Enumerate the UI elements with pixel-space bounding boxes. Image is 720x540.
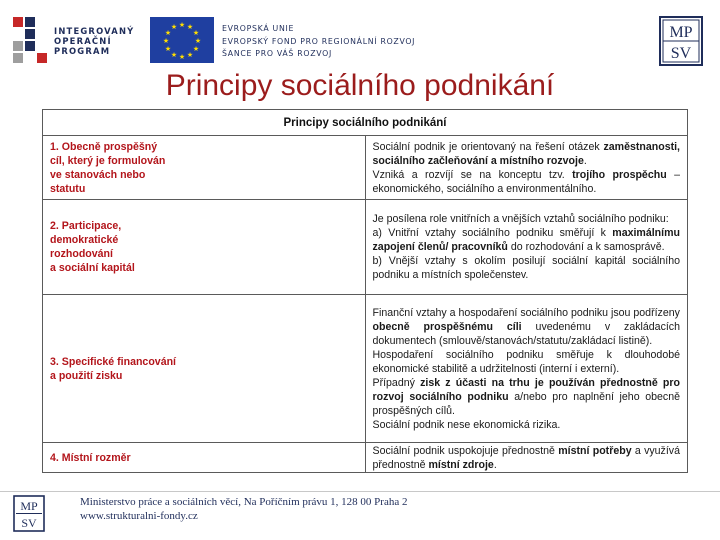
svg-text:★: ★ (178, 53, 186, 61)
row-content: Finanční vztahy a hospodaření sociálního podniku jsou podřízeny obecně prospěšnému cíli uvedenému v zakládacích dokumentech (smlouvě/stanovách/statutu/zakládací listině). Hospodaření sociálního podniku směřuje k dlouhodobé ekonomické stabilitě a udržitelnosti (interní i externí). Případný zisk z účasti na trhu je používán přednostně pro rozvoj sociálního podniku a/nebo pro naplnění jeho obecně prospěšných cílů. Sociální podnik nese ekonomická rizika. (365, 295, 688, 443)
footer-text (80, 495, 407, 523)
table-header-row (43, 110, 688, 136)
row-label: 3. Specifické financování a použití zisku (43, 295, 366, 443)
svg-text:SV: SV (21, 516, 37, 530)
table-header: Principy sociálního podnikání (43, 110, 688, 136)
svg-text:★: ★ (170, 23, 178, 31)
footer-link[interactable]: www.strukturalni-fondy.cz (80, 510, 198, 522)
row-label: 2. Participace, demokratické rozhodování a sociální kapitál (43, 200, 366, 295)
svg-text:★: ★ (164, 29, 172, 37)
iop-line-2: OPERAČNÍ (54, 36, 112, 46)
iop-logo (12, 15, 137, 69)
svg-text:SV: SV (670, 45, 692, 62)
row-label: 1. Obecně prospěšný cíl, který je formulován ve stanovách nebo statutu (43, 136, 366, 200)
row-content: Sociální podnik je orientovaný na řešení otázek zaměstnanosti, sociálního začleňování a místního rozvoje. Vzniká a rozvíjí se na konceptu tzv. trojího prospěchu – ekonomického, sociálního a environmentálního. (365, 136, 688, 200)
eu-line-2: EVROPSKÝ FOND PRO REGIONÁLNÍ ROZVOJ (222, 36, 416, 46)
table-row (43, 443, 688, 473)
principles-table (42, 109, 688, 473)
row-label: 4. Místní rozměr (43, 443, 366, 473)
table-row (43, 200, 688, 295)
svg-text:★: ★ (178, 21, 186, 29)
row-content: Je posílena role vnitřních a vnějších vztahů sociálního podniku: a) Vnitřní vztahy sociálního podniku směřují k maximálnímu zapojení členů/ pracovníků do rozhodování a k samosprávě. b) Vnější vztahy s okolím posilují sociální kapitál sociálního podniku a místních společenstev. (365, 200, 688, 295)
mpsv-logo-icon (659, 16, 703, 66)
page-title: Principy sociálního podnikání (165, 69, 555, 102)
iop-logo-text (54, 26, 134, 56)
iop-line-3: PROGRAM (54, 46, 111, 56)
footer-divider (0, 491, 720, 492)
row-content: Sociální podnik uspokojuje přednostně místní potřeby a využívá přednostně místní zdroje. (365, 443, 688, 473)
mpsv-footer-logo-icon (13, 495, 45, 532)
iop-squares-icon (12, 15, 48, 69)
svg-text:MP: MP (20, 499, 38, 513)
table-row (43, 295, 688, 443)
svg-text:★: ★ (194, 37, 202, 45)
eu-text (222, 23, 415, 61)
svg-text:★: ★ (164, 45, 172, 53)
iop-line-1: INTEGROVANÝ (54, 26, 135, 36)
eu-line-3: ŠANCE PRO VÁŠ ROZVOJ (222, 49, 332, 58)
footer-address: Ministerstvo práce a sociálních věcí, Na Poříčním právu 1, 128 00 Praha 2 (80, 496, 408, 508)
svg-text:★: ★ (186, 51, 194, 59)
eu-line-1: EVROPSKÁ UNIE (222, 24, 295, 33)
svg-text:★: ★ (162, 37, 170, 45)
svg-text:★: ★ (192, 29, 200, 37)
svg-text:MP: MP (669, 24, 693, 41)
table-row (43, 136, 688, 200)
svg-text:★: ★ (186, 23, 194, 31)
svg-text:★: ★ (170, 51, 178, 59)
eu-flag-icon (150, 17, 214, 63)
svg-text:★: ★ (192, 45, 200, 53)
